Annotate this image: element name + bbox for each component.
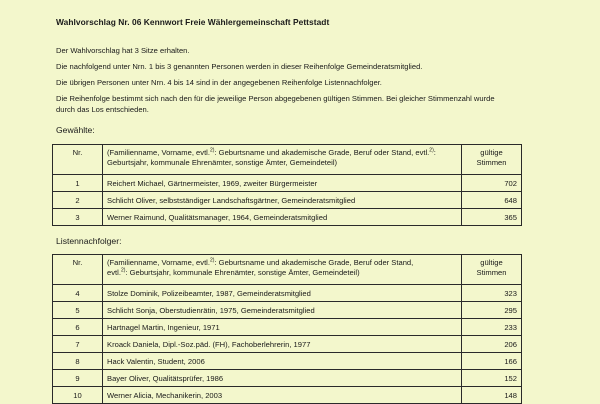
table-row bbox=[53, 285, 522, 302]
row-name: Hack Valentin, Student, 2006 bbox=[103, 353, 462, 370]
row-name: Bayer Oliver, Qualitätsprüfer, 1986 bbox=[103, 370, 462, 387]
info-line-order: Die Reihenfolge bestimmt sich nach den für die jeweilige Person abgegebenen gültigen Stimmen. Bei gleicher Stimmenzahl wurde bbox=[56, 94, 495, 103]
row-nr: 3 bbox=[53, 209, 103, 226]
table-row bbox=[53, 370, 522, 387]
column-header-votes: gültige Stimmen bbox=[462, 145, 522, 175]
column-header-nr: Nr. bbox=[53, 145, 103, 175]
row-votes: 206 bbox=[462, 336, 522, 353]
row-votes: 152 bbox=[462, 370, 522, 387]
successors-heading: Listennachfolger: bbox=[56, 236, 122, 246]
row-nr: 4 bbox=[53, 285, 103, 302]
row-name: Werner Alicia, Mechanikerin, 2003 bbox=[103, 387, 462, 404]
table-row bbox=[53, 319, 522, 336]
row-nr: 7 bbox=[53, 336, 103, 353]
column-header-description: (Familienname, Vorname, evtl.$^{2)}$: Geburtsname und akademische Grade, Beruf oder Stand, evtl.$^{2)}$: Geburtsjahr, kommunale Ehrenämter, sonstige Ämter, Gemeindeteil) bbox=[103, 145, 462, 175]
row-votes: 166 bbox=[462, 353, 522, 370]
row-name: Werner Raimund, Qualitätsmanager, 1964, Gemeinderatsmitglied bbox=[103, 209, 462, 226]
row-votes: 702 bbox=[462, 175, 522, 192]
table-header-row bbox=[53, 145, 522, 175]
row-nr: 6 bbox=[53, 319, 103, 336]
row-name: Kroack Daniela, Dipl.-Soz.päd. (FH), Fachoberlehrerin, 1977 bbox=[103, 336, 462, 353]
row-nr: 1 bbox=[53, 175, 103, 192]
row-votes: 323 bbox=[462, 285, 522, 302]
table-row bbox=[53, 302, 522, 319]
row-votes: 233 bbox=[462, 319, 522, 336]
table-row bbox=[53, 209, 522, 226]
table-header-row bbox=[53, 255, 522, 285]
row-name: Stolze Dominik, Polizeibeamter, 1987, Gemeinderatsmitglied bbox=[103, 285, 462, 302]
successors-table bbox=[52, 254, 522, 404]
row-name: Schlicht Sonja, Oberstudienrätin, 1975, Gemeinderatsmitglied bbox=[103, 302, 462, 319]
row-votes: 365 bbox=[462, 209, 522, 226]
column-header-votes: gültige Stimmen bbox=[462, 255, 522, 285]
table-row bbox=[53, 175, 522, 192]
row-name: Hartnagel Martin, Ingenieur, 1971 bbox=[103, 319, 462, 336]
info-line-lot: durch das Los entschieden. bbox=[56, 105, 149, 114]
info-line-seats: Der Wahlvorschlag hat 3 Sitze erhalten. bbox=[56, 46, 190, 55]
elected-table bbox=[52, 144, 522, 226]
row-nr: 9 bbox=[53, 370, 103, 387]
elected-heading: Gewählte: bbox=[56, 125, 95, 135]
row-votes: 295 bbox=[462, 302, 522, 319]
row-votes: 148 bbox=[462, 387, 522, 404]
row-name: Reichert Michael, Gärtnermeister, 1969, zweiter Bürgermeister bbox=[103, 175, 462, 192]
row-nr: 2 bbox=[53, 192, 103, 209]
document-title: Wahlvorschlag Nr. 06 Kennwort Freie Wählergemeinschaft Pettstadt bbox=[56, 17, 330, 27]
row-nr: 5 bbox=[53, 302, 103, 319]
column-header-nr: Nr. bbox=[53, 255, 103, 285]
info-line-successors: Die übrigen Personen unter Nrn. 4 bis 14 sind in der angegebenen Reihenfolge Listennachfolger. bbox=[56, 78, 382, 87]
row-name: Schlicht Oliver, selbstständiger Landschaftsgärtner, Gemeinderatsmitglied bbox=[103, 192, 462, 209]
table-row bbox=[53, 353, 522, 370]
table-row bbox=[53, 192, 522, 209]
column-header-description: (Familienname, Vorname, evtl.$^{2)}$: Geburtsname und akademische Grade, Beruf oder Stand, evtl.$^{2)}$: Geburtsjahr, kommunale Ehrenämter, sonstige Ämter, Gemeindeteil) bbox=[103, 255, 462, 285]
row-nr: 10 bbox=[53, 387, 103, 404]
row-nr: 8 bbox=[53, 353, 103, 370]
table-row bbox=[53, 336, 522, 353]
table-row bbox=[53, 387, 522, 404]
info-line-elected: Die nachfolgend unter Nrn. 1 bis 3 genannten Personen werden in dieser Reihenfolge Gemeinderatsmitglied. bbox=[56, 62, 423, 71]
row-votes: 648 bbox=[462, 192, 522, 209]
